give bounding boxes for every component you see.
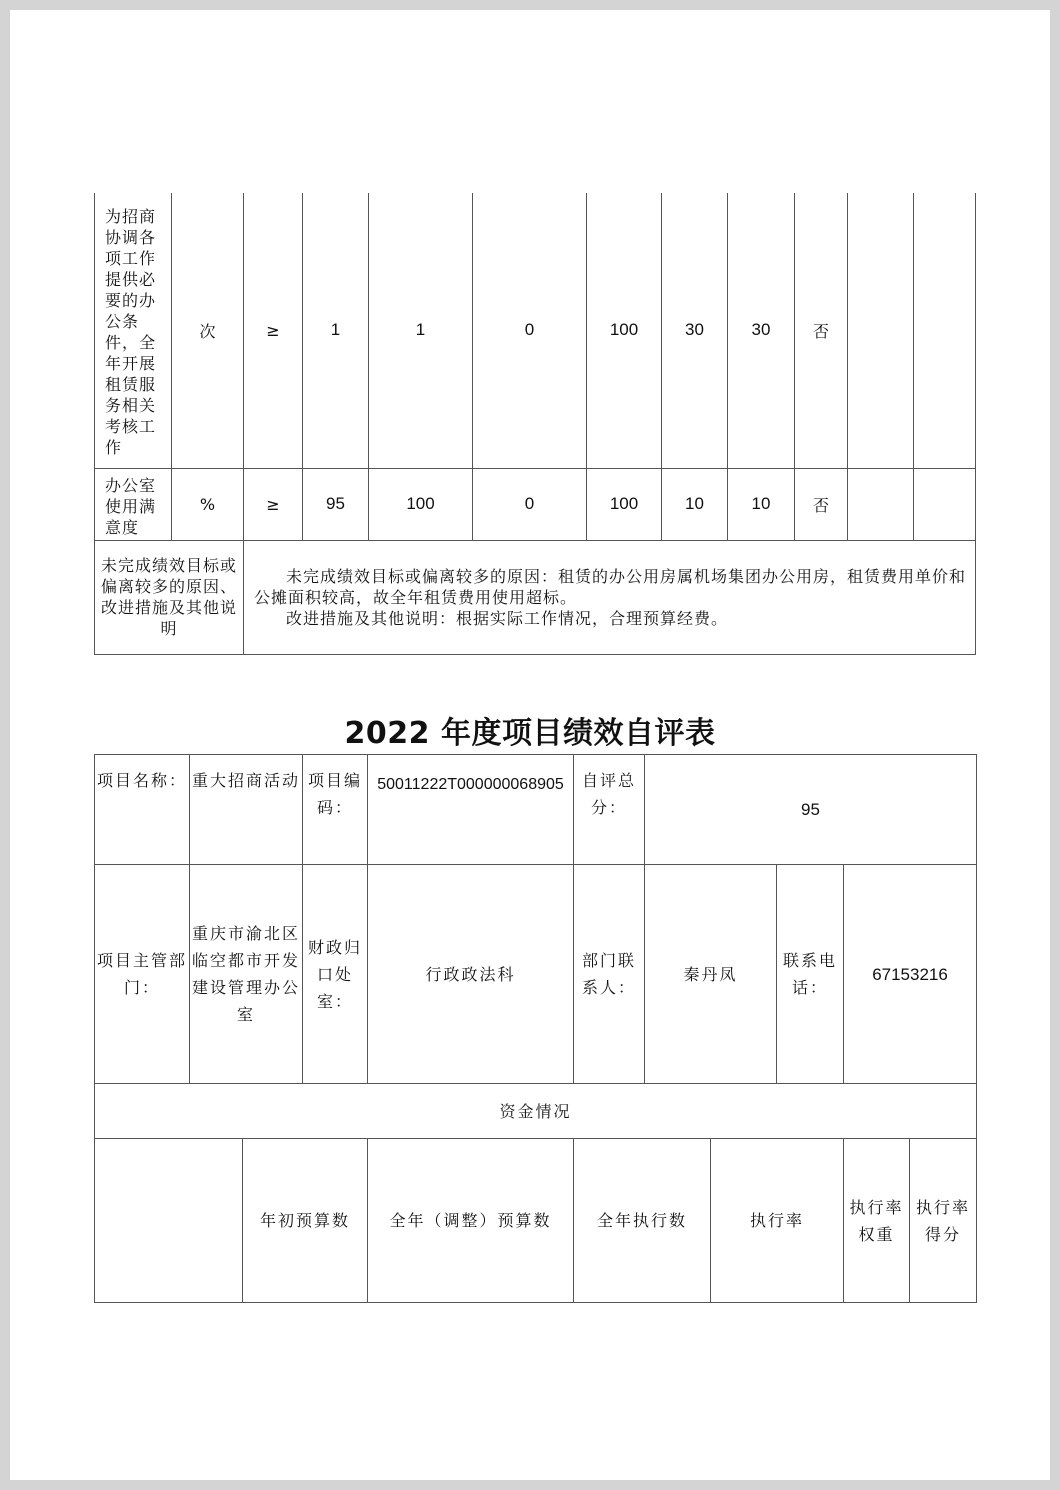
indicator-completion: 100 xyxy=(587,468,662,540)
indicator-weight: 10 xyxy=(662,468,728,540)
execution-rate-header: 执行率 xyxy=(711,1139,844,1303)
indicator-name: 为招商协调各项工作提供必要的办公条件，全年开展租赁服务相关考核工作 xyxy=(95,193,172,468)
indicator-name: 办公室使用满意度 xyxy=(95,468,172,540)
form-title: 2022 年度项目绩效自评表 xyxy=(344,716,716,751)
department-info-row xyxy=(95,865,977,1084)
rate-score-header: 执行率得分 xyxy=(910,1139,977,1303)
notes-row xyxy=(95,540,976,654)
adjusted-budget-header: 全年（调整）预算数 xyxy=(368,1139,574,1303)
performance-indicator-table xyxy=(94,193,976,655)
notes-reason: 未完成绩效目标或偏离较多的原因：租赁的办公用房属机场集团办公用房，租赁费用单价和公摊面积较高，故全年租赁费用使用超标。 xyxy=(254,566,967,607)
indicator-score: 30 xyxy=(728,193,795,468)
indicator-row xyxy=(95,468,976,540)
project-code-label: 项目编码： xyxy=(303,755,368,865)
finance-office: 行政政法科 xyxy=(368,865,574,1084)
indicator-empty-cell xyxy=(848,193,914,468)
document-page xyxy=(10,10,1050,1480)
notes-content xyxy=(244,540,976,654)
rate-weight-header: 执行率权重 xyxy=(844,1139,910,1303)
indicator-empty-cell xyxy=(848,468,914,540)
dept-label: 项目主管部门： xyxy=(95,865,190,1084)
contact-label: 部门联系人： xyxy=(574,865,645,1084)
notes-label: 未完成绩效目标或偏离较多的原因、改进措施及其他说明 xyxy=(95,540,244,654)
contact-phone: 67153216 xyxy=(844,865,977,1084)
indicator-target: 1 xyxy=(303,193,369,468)
indicator-flag: 否 xyxy=(795,468,848,540)
project-name-label: 项目名称： xyxy=(95,755,190,865)
project-info-row xyxy=(95,755,977,865)
funds-empty-cell xyxy=(95,1139,243,1303)
indicator-weight: 30 xyxy=(662,193,728,468)
phone-label: 联系电话： xyxy=(777,865,844,1084)
notes-measures: 改进措施及其他说明：根据实际工作情况，合理预算经费。 xyxy=(286,608,729,628)
indicator-flag: 否 xyxy=(795,193,848,468)
indicator-unit: 次 xyxy=(172,193,244,468)
indicator-unit: % xyxy=(172,468,244,540)
indicator-score: 10 xyxy=(728,468,795,540)
indicator-operator: ≥ xyxy=(244,193,303,468)
indicator-target: 95 xyxy=(303,468,369,540)
indicator-empty-cell xyxy=(914,468,976,540)
self-score: 95 xyxy=(645,755,977,865)
indicator-deviation: 0 xyxy=(473,468,587,540)
indicator-deviation: 0 xyxy=(473,193,587,468)
funds-header: 资金情况 xyxy=(95,1084,977,1139)
self-score-label: 自评总分： xyxy=(574,755,645,865)
indicator-row xyxy=(95,193,976,468)
contact-name: 秦丹凤 xyxy=(645,865,777,1084)
indicator-operator: ≥ xyxy=(244,468,303,540)
indicator-actual: 1 xyxy=(369,193,473,468)
self-evaluation-table xyxy=(94,754,977,1303)
indicator-empty-cell xyxy=(914,193,976,468)
funds-columns-row xyxy=(95,1139,977,1303)
dept-name: 重庆市渝北区临空都市开发建设管理办公室 xyxy=(190,865,303,1084)
funds-header-row xyxy=(95,1084,977,1139)
finance-office-label: 财政归口处室： xyxy=(303,865,368,1084)
project-name: 重大招商活动 xyxy=(190,755,303,865)
executed-header: 全年执行数 xyxy=(574,1139,711,1303)
indicator-completion: 100 xyxy=(587,193,662,468)
indicator-actual: 100 xyxy=(369,468,473,540)
project-code: 50011222T000000068905 xyxy=(368,755,574,865)
initial-budget-header: 年初预算数 xyxy=(243,1139,368,1303)
